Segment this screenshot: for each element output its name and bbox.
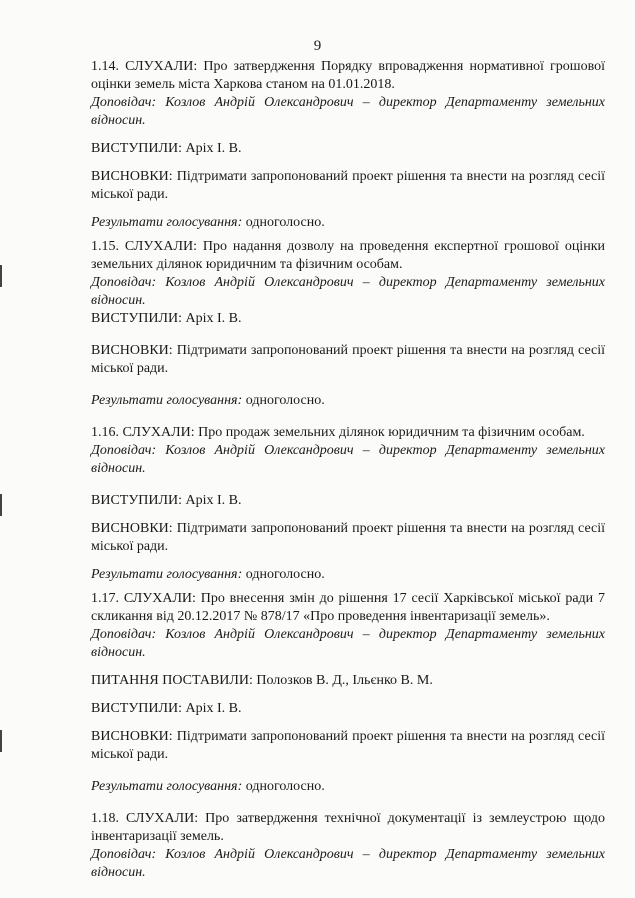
- minutes-body: [91, 58, 605, 882]
- vote-value: одноголосно.: [242, 393, 325, 408]
- item-speaker: Доповідач: Козлов Андрій Олександрович – директор Департаменту земельних відносин.: [91, 443, 605, 476]
- vote-value: одноголосно.: [242, 215, 325, 230]
- vote-value: одноголосно.: [242, 779, 325, 794]
- vote-label: Результати голосування:: [91, 779, 243, 794]
- margin-mark: [0, 494, 2, 516]
- item-raised: ПИТАННЯ ПОСТАВИЛИ: Полозков В. Д., Ільєнко В. М.: [91, 673, 433, 688]
- item-vote: [91, 392, 605, 410]
- item-heard: 1.18. СЛУХАЛИ: Про затвердження технічної документації із землеустрою щодо інвентаризації земель.: [91, 811, 605, 844]
- item-speaker: Доповідач: Козлов Андрій Олександрович – директор Департаменту земельних відносин.: [91, 627, 605, 660]
- item-conclusions: ВИСНОВКИ: Підтримати запропонований проект рішення та внести на розгляд сесії міської ради.: [91, 169, 605, 202]
- vote-label: Результати голосування:: [91, 215, 243, 230]
- item-speaker: Доповідач: Козлов Андрій Олександрович – директор Департаменту земельних відносин.: [91, 847, 605, 880]
- item-vote: [91, 214, 605, 232]
- item-heard: 1.16. СЛУХАЛИ: Про продаж земельних ділянок юридичним та фізичним особам.: [91, 425, 585, 440]
- vote-label: Результати голосування:: [91, 567, 243, 582]
- item-spoke: ВИСТУПИЛИ: Аріх І. В.: [91, 141, 242, 156]
- vote-label: Результати голосування:: [91, 393, 243, 408]
- item-spoke: ВИСТУПИЛИ: Аріх І. В.: [91, 493, 242, 508]
- item-speaker: Доповідач: Козлов Андрій Олександрович – директор Департаменту земельних відносин.: [91, 275, 605, 308]
- page-number: 9: [313, 38, 322, 54]
- item-conclusions: ВИСНОВКИ: Підтримати запропонований проект рішення та внести на розгляд сесії міської ради.: [91, 343, 605, 376]
- margin-mark: [0, 265, 2, 287]
- item-heard: 1.15. СЛУХАЛИ: Про надання дозволу на проведення експертної грошової оцінки земельних ділянок юридичним та фізичним особам.: [91, 239, 605, 272]
- item-heard: 1.14. СЛУХАЛИ: Про затвердження Порядку впровадження нормативної грошової оцінки земель міста Харкова станом на 01.01.2018.: [91, 59, 605, 92]
- item-heard: 1.17. СЛУХАЛИ: Про внесення змін до рішення 17 сесії Харківської міської ради 7 скликання від 20.12.2017 № 878/17 «Про проведення інвентаризації земель».: [91, 591, 605, 624]
- item-spoke: ВИСТУПИЛИ: Аріх І. В.: [91, 701, 242, 716]
- item-spoke: ВИСТУПИЛИ: Аріх І. В.: [91, 311, 242, 326]
- item-conclusions: ВИСНОВКИ: Підтримати запропонований проект рішення та внести на розгляд сесії міської ради.: [91, 729, 605, 762]
- item-vote: [91, 566, 605, 584]
- item-vote: [91, 778, 605, 796]
- vote-value: одноголосно.: [242, 567, 325, 582]
- item-speaker: Доповідач: Козлов Андрій Олександрович – директор Департаменту земельних відносин.: [91, 95, 605, 128]
- item-conclusions: ВИСНОВКИ: Підтримати запропонований проект рішення та внести на розгляд сесії міської ради.: [91, 521, 605, 554]
- margin-mark: [0, 730, 2, 752]
